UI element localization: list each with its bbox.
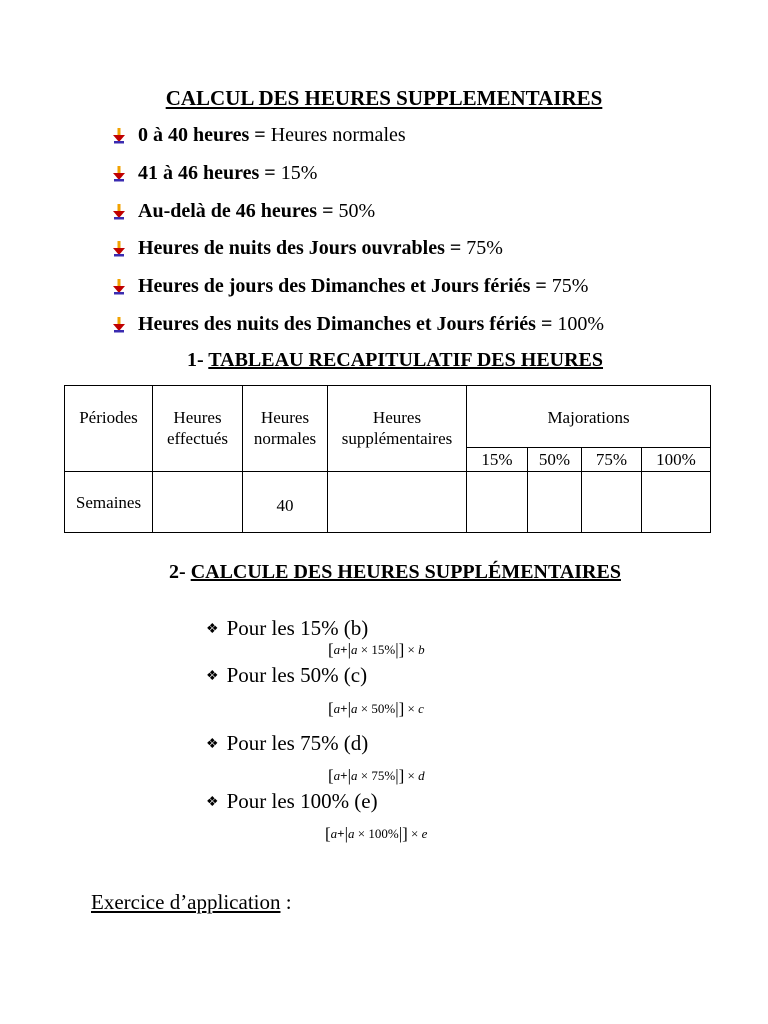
calcul-item — [206, 663, 367, 688]
formula-variable: e — [421, 826, 428, 841]
formula-percent: 15 — [371, 642, 385, 657]
bullet-item — [113, 275, 588, 298]
section-1-title: TABLEAU RECAPITULATIF DES HEURES — [208, 349, 604, 371]
header-majorations: Majorations — [467, 386, 711, 448]
header-heures-normales: Heures normales — [243, 386, 328, 472]
formula: [a+|a × 100%|] × e — [325, 824, 428, 843]
arrow-bullet-icon — [113, 277, 125, 295]
bullet-rest: Heures normales — [265, 124, 406, 146]
section-1-heading — [0, 349, 768, 372]
bullet-bold: Heures de nuits des Jours ouvrables = — [138, 237, 462, 259]
formula-percent: 50 — [371, 701, 385, 716]
header-heures-supplementaires: Heures supplémentaires — [328, 386, 467, 472]
diamond-bullet-icon: ❖ — [206, 622, 219, 637]
calcul-item — [206, 789, 378, 814]
arrow-bullet-icon — [113, 239, 125, 257]
subheader-100: 100% — [642, 448, 711, 472]
arrow-bullet-icon — [113, 164, 125, 182]
calcul-item — [206, 731, 368, 756]
exercice-heading — [91, 890, 292, 915]
bullet-rest: 50% — [333, 200, 376, 222]
cell-heures-normales: 40 — [243, 472, 328, 533]
bullet-bold: Heures des nuits des Dimanches et Jours fériés = — [138, 313, 553, 335]
cell-maj-100 — [642, 472, 711, 533]
bullet-item — [113, 162, 317, 185]
formula-variable: c — [418, 701, 424, 716]
arrow-bullet-icon — [113, 315, 125, 333]
header-periodes: Périodes — [65, 386, 153, 472]
section-2-heading — [0, 561, 768, 584]
calcul-item — [206, 616, 368, 641]
bullet-rest: 100% — [552, 313, 605, 335]
formula: [a+|a × 15%|] × b — [328, 640, 425, 659]
formula-variable: b — [418, 642, 425, 657]
arrow-bullet-icon — [113, 202, 125, 220]
formula: [a+|a × 75%|] × d — [328, 766, 425, 785]
formula-percent: 75 — [371, 768, 385, 783]
calcul-label: Pour les 50% (c) — [226, 663, 368, 687]
cell-maj-75 — [582, 472, 642, 533]
bullet-bold: 0 à 40 heures = — [138, 124, 266, 146]
bullet-item — [113, 237, 503, 260]
bullet-bold: 41 à 46 heures = — [138, 162, 276, 184]
formula-variable: d — [418, 768, 425, 783]
cell-maj-50 — [528, 472, 582, 533]
diamond-bullet-icon: ❖ — [206, 795, 219, 810]
header-heures-effectues: Heures effectués — [153, 386, 243, 472]
cell-maj-15 — [467, 472, 528, 533]
cell-heures-supp — [328, 472, 467, 533]
formula-percent: 100 — [368, 826, 388, 841]
section-2-title: CALCULE DES HEURES SUPPLÉMENTAIRES — [190, 561, 621, 583]
exercice-label: Exercice d’application — [91, 890, 281, 914]
diamond-bullet-icon: ❖ — [206, 669, 219, 684]
recap-table — [64, 385, 711, 533]
bullet-bold: Au-delà de 46 heures = — [138, 200, 334, 222]
page-title: CALCUL DES HEURES SUPPLEMENTAIRES — [165, 86, 603, 110]
bullet-rest: 75% — [546, 275, 589, 297]
arrow-bullet-icon — [113, 126, 125, 144]
bullet-item — [113, 124, 406, 147]
subheader-15: 15% — [467, 448, 528, 472]
diamond-bullet-icon: ❖ — [206, 737, 219, 752]
bullet-bold: Heures de jours des Dimanches et Jours fériés = — [138, 275, 547, 297]
cell-heures-effectues — [153, 472, 243, 533]
calcul-label: Pour les 15% (b) — [226, 616, 369, 640]
bullet-rest: 75% — [461, 237, 503, 259]
row-label-semaines: Semaines — [65, 472, 153, 533]
formula: [a+|a × 50%|] × c — [328, 699, 424, 718]
exercice-suffix: : — [280, 890, 292, 914]
calcul-label: Pour les 100% (e) — [226, 789, 378, 813]
subheader-50: 50% — [528, 448, 582, 472]
section-2-number: 2- — [169, 561, 191, 583]
bullet-item — [113, 200, 375, 223]
bullet-rest: 15% — [275, 162, 318, 184]
subheader-75: 75% — [582, 448, 642, 472]
calcul-label: Pour les 75% (d) — [226, 731, 369, 755]
bullet-item — [113, 313, 604, 336]
section-1-number: 1- — [186, 349, 209, 371]
